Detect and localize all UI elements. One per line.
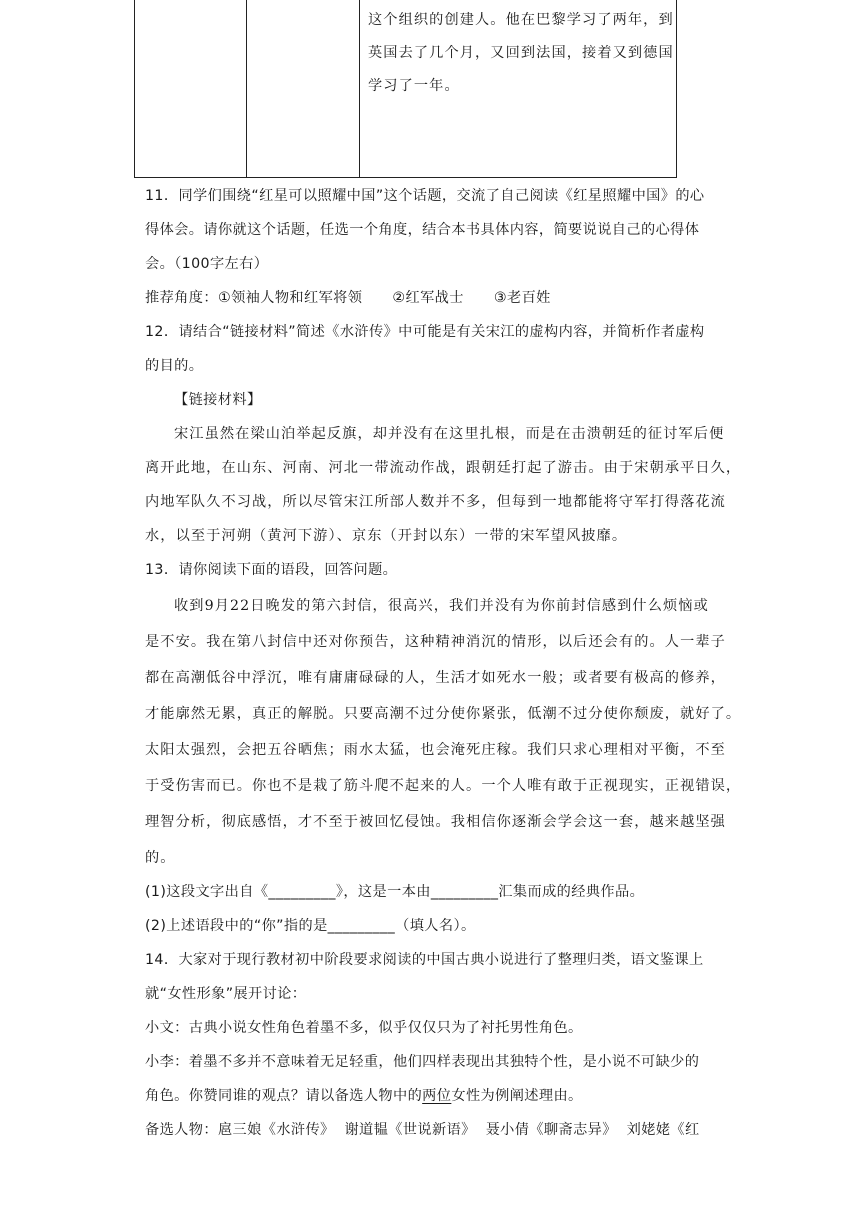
passage-line: 收到9月22日晚发的第六封信，很高兴，我们并没有为你前封信感到什么烦恼或 bbox=[174, 598, 709, 614]
q14-xiaoli-line bbox=[145, 1086, 583, 1106]
answer-table-fragment bbox=[134, 0, 677, 178]
angle-item: ①领袖人物和红军将领 bbox=[217, 290, 363, 306]
q11-stem-line: 11．同学们围绕“红星可以照耀中国”这个话题，交流了自己阅读《红星照耀中国》的心 bbox=[145, 188, 705, 204]
q13-sub2: (2)上述语段中的“你”指的是_________（填人名）。 bbox=[145, 918, 476, 934]
table-cell-text bbox=[360, 0, 677, 178]
angle-item: ③老百姓 bbox=[493, 290, 551, 306]
material-title: 【链接材料】 bbox=[174, 392, 262, 408]
q11-stem-line: 会。（100字左右） bbox=[145, 256, 269, 272]
q14-xiaowen: 小文：古典小说女性角色着墨不多，似乎仅仅只为了衬托男性角色。 bbox=[145, 1020, 583, 1036]
material-line: 内地军队久不习战，所以尽管宋江所部人数并不多，但每到一地都能将守军打得落花流 bbox=[145, 494, 726, 510]
passage-line: 都在高潮低谷中浮沉，唯有庸庸碌碌的人，生活才如死水一般；或者要有极高的修养， bbox=[145, 670, 726, 686]
passage-line: 的。 bbox=[145, 850, 176, 866]
q13-stem: 13．请你阅读下面的语段，回答问题。 bbox=[145, 562, 398, 578]
material-line: 宋江虽然在梁山泊举起反旗，却并没有在这里扎根，而是在击溃朝廷的征讨军后便 bbox=[174, 426, 725, 442]
q14-stem-line: 就“女性形象”展开讨论： bbox=[145, 986, 307, 1002]
material-line: 水，以至于河朔（黄河下游）、京东（开封以东）一带的宋军望风披靡。 bbox=[145, 528, 628, 544]
q14-xiaoli-line: 小李：着墨不多并不意味着无足轻重，他们四样表现出其独特个性，是小说不可缺少的 bbox=[145, 1054, 700, 1070]
q12-stem-line: 12．请结合“链接材料”简述《水浒传》中可能是有关宋江的虚构内容，并简析作者虚构 bbox=[145, 324, 705, 340]
underlined-two: 两位 bbox=[422, 1088, 452, 1104]
table-text-line: 英国去了几个月，又回到法国，接着又到德国 bbox=[368, 45, 674, 61]
q12-stem-line: 的目的。 bbox=[145, 358, 204, 374]
table-row bbox=[135, 0, 677, 178]
passage-line: 是不安。我在第八封信中还对你预告，这种精神消沉的情形，以后还会有的。人一辈子 bbox=[145, 634, 726, 650]
q13-sub1: (1)这段文字出自《_________》，这是一本由_________汇集而成的经典作品。 bbox=[145, 884, 645, 900]
table-cell-empty-1 bbox=[135, 0, 247, 178]
q11-stem-line: 得体会。请你就这个话题，任选一个角度，结合本书具体内容，简要说说自己的心得体 bbox=[145, 222, 700, 238]
angles-label: 推荐角度： bbox=[145, 290, 218, 306]
q11-angles bbox=[145, 288, 551, 308]
passage-line: 理智分析，彻底感悟，才不至于被回忆侵蚀。我相信你逐渐会学会这一套，越来越坚强 bbox=[145, 814, 726, 830]
passage-line: 才能廓然无累，真正的解脱。只要高潮不过分使你紧张，低潮不过分使你颓废，就好了。 bbox=[145, 706, 742, 722]
table-text-line: 这个组织的创建人。他在巴黎学习了两年，到 bbox=[368, 12, 674, 28]
material-line: 离开此地，在山东、河南、河北一带流动作战，跟朝廷打起了游击。由于宋朝承平日久， bbox=[145, 460, 742, 476]
xiaoli-text: 角色。你赞同谁的观点？请以备选人物中的 bbox=[145, 1088, 423, 1104]
passage-line: 于受伤害而已。你也不是栽了筋斗爬不起来的人。一个人唯有敢于正视现实，正视错误， bbox=[145, 778, 742, 794]
passage-line: 太阳太强烈，会把五谷晒焦；雨水太猛，也会淹死庄稼。我们只求心理相对平衡，不至 bbox=[145, 742, 726, 758]
q14-candidates: 备选人物：扈三娘《水浒传》 谢道韫《世说新语》 聂小倩《聊斋志异》 刘姥姥《红 bbox=[145, 1122, 700, 1138]
xiaoli-text: 女性为例阐述理由。 bbox=[451, 1088, 583, 1104]
table-cell-empty-2 bbox=[247, 0, 360, 178]
table-text-line: 学习了一年。 bbox=[368, 78, 460, 94]
q14-stem-line: 14．大家对于现行教材初中阶段要求阅读的中国古典小说进行了整理归类，语文鉴课上 bbox=[145, 952, 704, 968]
angle-item: ②红军战士 bbox=[392, 290, 464, 306]
